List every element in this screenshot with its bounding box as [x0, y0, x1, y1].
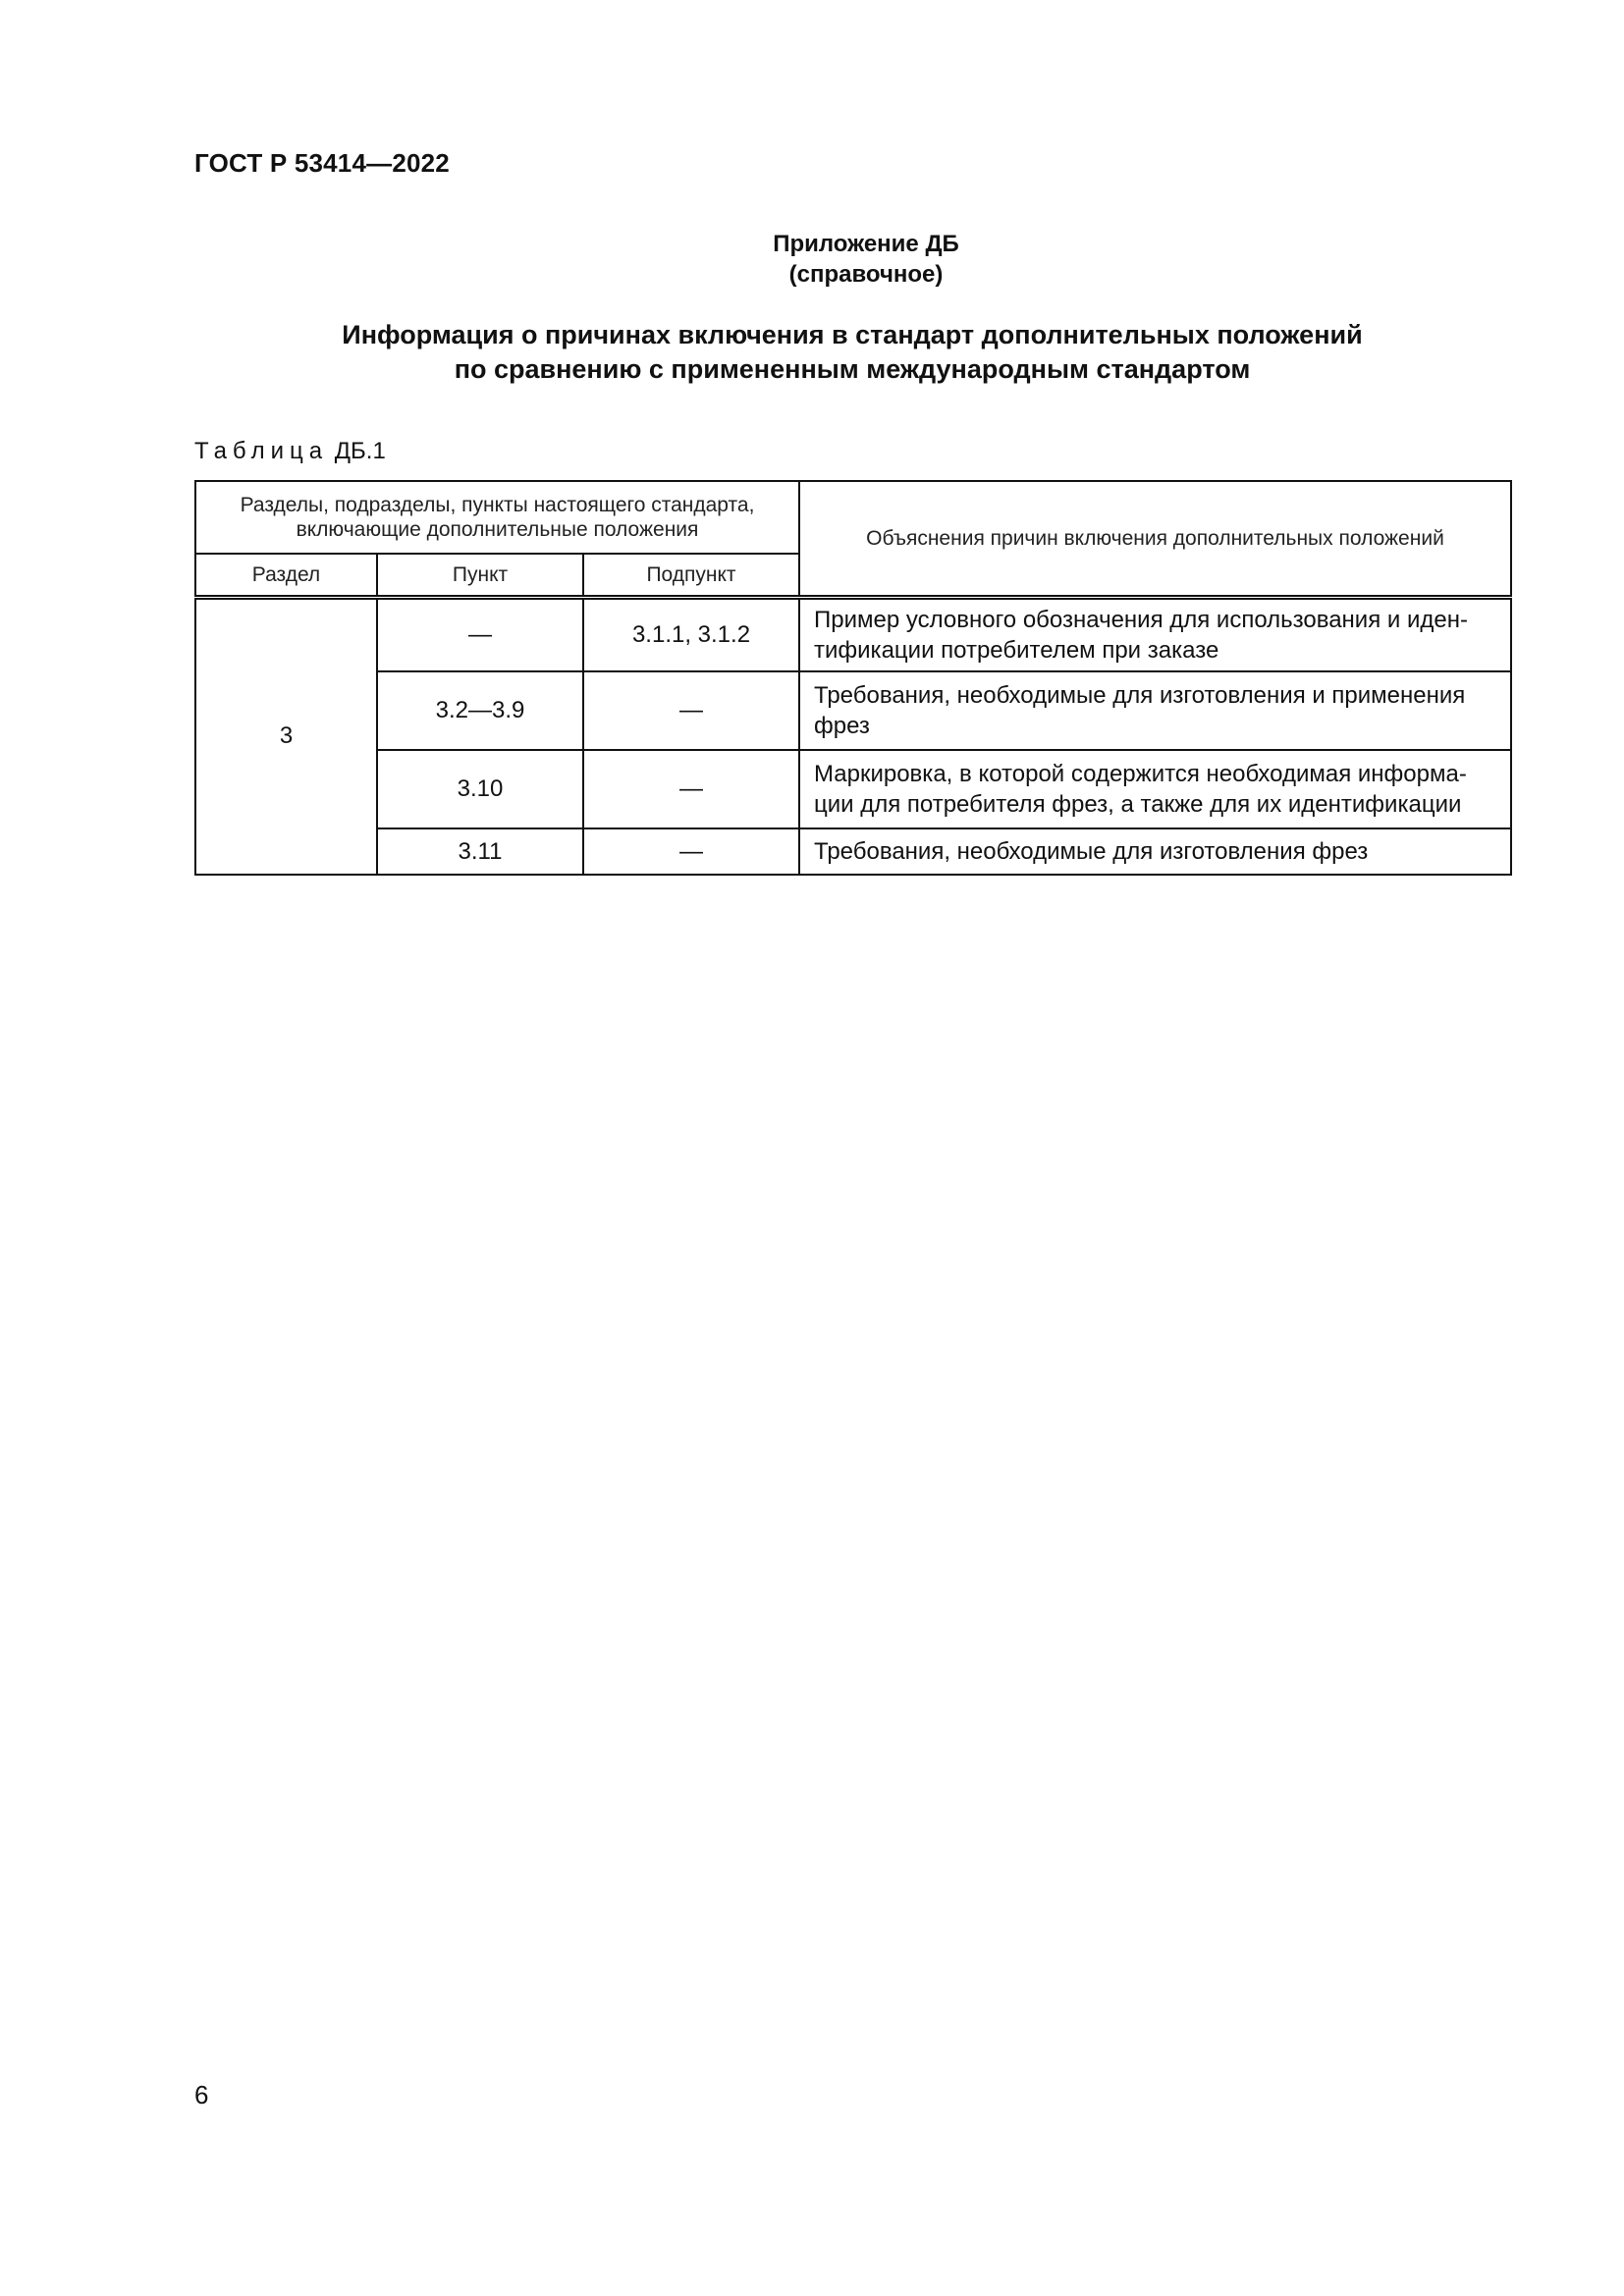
- table-row: [195, 671, 1511, 750]
- item-cell: 3.10: [377, 750, 583, 828]
- table-caption-number: ДБ.1: [334, 438, 386, 464]
- explanation-cell: Маркировка, в которой содержится необходимая информа-ции для потребителя фрез, а также для их идентификации: [799, 750, 1511, 828]
- header-subitem-cell: Подпункт: [583, 554, 799, 597]
- header-group-cell: Разделы, подразделы, пункты настоящего стандарта, включающие дополнительные положения: [195, 481, 799, 554]
- subitem-cell: —: [583, 750, 799, 828]
- appendix-heading: [0, 229, 1624, 290]
- appendix-type: (справочное): [788, 261, 944, 288]
- document-title-line-2: по сравнению с примененным международным стандартом: [454, 354, 1251, 384]
- table-row: [195, 597, 1511, 671]
- document-title-line-1: Информация о причинах включения в стандарт дополнительных положений: [342, 320, 1363, 349]
- explanation-cell: Требования, необходимые для изготовления и применения фрез: [799, 671, 1511, 750]
- table-row: [195, 828, 1511, 875]
- item-cell: 3.11: [377, 828, 583, 875]
- subitem-cell: —: [583, 828, 799, 875]
- page-number: 6: [194, 2080, 209, 2109]
- header-section-cell: Раздел: [195, 554, 377, 597]
- section-cell: 3: [195, 597, 377, 875]
- table-row: [195, 750, 1511, 828]
- subitem-cell: —: [583, 671, 799, 750]
- item-cell: —: [377, 597, 583, 671]
- explanation-cell: Пример условного обозначения для использования и иден-тификации потребителем при заказе: [799, 597, 1511, 671]
- header-explanation-cell: Объяснения причин включения дополнительных положений: [799, 481, 1511, 597]
- table-caption-word: Таблица: [194, 438, 329, 464]
- additional-provisions-table: [194, 480, 1512, 876]
- appendix-title: Приложение ДБ: [773, 231, 959, 257]
- explanation-cell: Требования, необходимые для изготовления фрез: [799, 828, 1511, 875]
- document-id: ГОСТ Р 53414—2022: [194, 148, 450, 178]
- document-title: [194, 318, 1510, 387]
- table-caption: [194, 438, 386, 465]
- header-item-cell: Пункт: [377, 554, 583, 597]
- item-cell: 3.2—3.9: [377, 671, 583, 750]
- table-header-row: [195, 481, 1511, 554]
- subitem-cell: 3.1.1, 3.1.2: [583, 597, 799, 671]
